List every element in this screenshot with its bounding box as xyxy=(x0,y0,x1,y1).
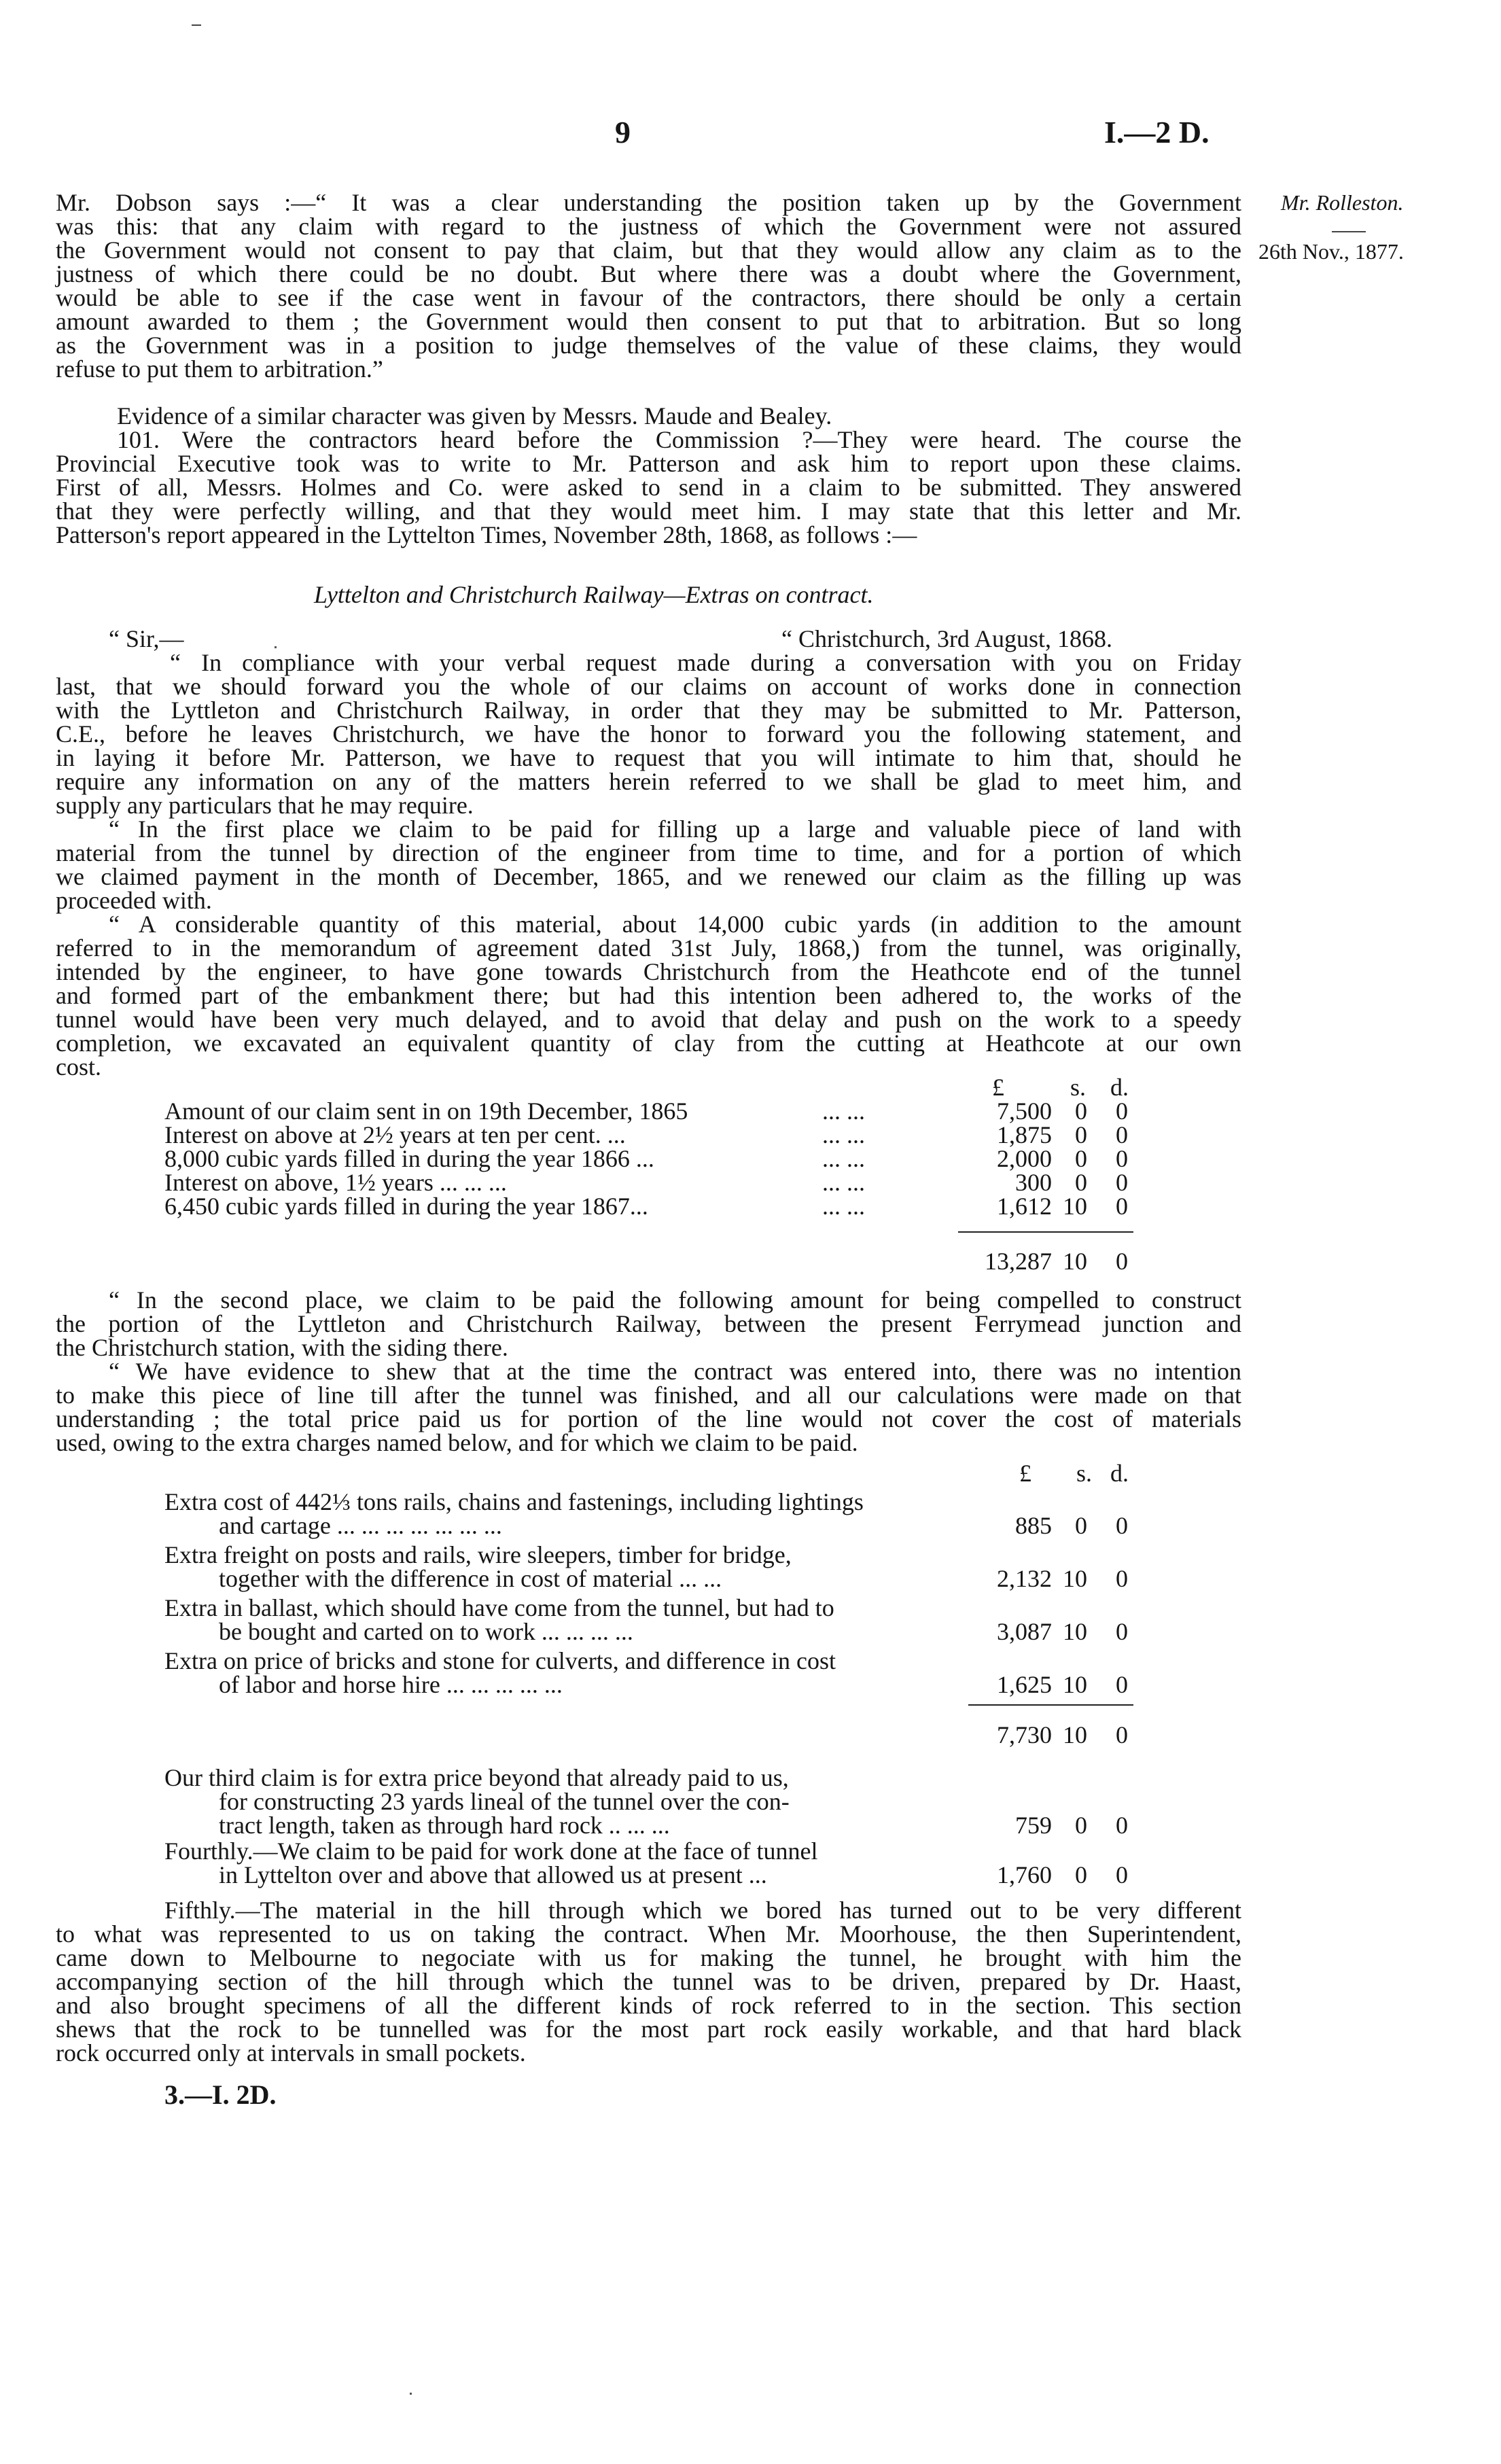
amount-pence: 0 xyxy=(1116,1618,1128,1645)
row-label-line1: Extra in ballast, which should have come from the tunnel, but had to xyxy=(164,1594,834,1621)
row-label-line1: Extra cost of 442⅓ tons rails, chains and fastenings, including lightings xyxy=(164,1488,864,1515)
text-line: First of all, Messrs. Holmes and Co. were asked to send in a claim to be submitted. They answered xyxy=(56,474,1241,501)
row-leader: ... ... xyxy=(822,1169,865,1196)
row-label-line2: of labor and horse hire ... ... ... ... ... xyxy=(219,1671,563,1698)
amount-pence: 0 xyxy=(1116,1121,1128,1148)
row-label: 6,450 cubic yards filled in during the year 1867... xyxy=(164,1193,648,1220)
text-line: Provincial Executive took was to write to Mr. Patterson and ask him to report upon these claims. xyxy=(56,450,1241,477)
pence-header: d. xyxy=(1110,1460,1129,1487)
pence-header: d. xyxy=(1110,1074,1129,1101)
text-line: and formed part of the embankment there; but had this intention been adhered to, the works of the xyxy=(56,982,1241,1009)
text-line: material from the tunnel by direction of the engineer from time to time, and for a portion of which xyxy=(56,839,1241,866)
total-pence: 0 xyxy=(1116,1721,1128,1748)
text-line: referred to in the memorandum of agreement dated 31st July, 1868,) from the tunnel, was originally, xyxy=(56,934,1241,962)
report-reference: I.—2 D. xyxy=(1104,115,1209,149)
amount-pounds: 3,087 xyxy=(997,1618,1052,1645)
row-label: Interest on above at 2½ years at ten per cent. ... xyxy=(164,1121,626,1148)
amount-shillings: 0 xyxy=(1075,1169,1087,1196)
text-line: the Government would not consent to pay that claim, but that they would allow any claim as to the xyxy=(56,236,1241,264)
letter-date: “ Christchurch, 3rd August, 1868. xyxy=(781,625,1112,652)
amount-pence: 0 xyxy=(1116,1193,1128,1220)
amount-pence: 0 xyxy=(1116,1097,1128,1125)
text-line: justness of which there could be no doubt. But where there was a doubt where the Government, xyxy=(56,260,1241,287)
text-line: to make this piece of line till after the tunnel was finished, and all our calculations were made on that xyxy=(56,1381,1241,1409)
text-line: the Christchurch station, with the siding there. xyxy=(56,1334,508,1361)
sidenote-speaker: Mr. Rolleston. xyxy=(1281,190,1404,215)
sidenote-divider xyxy=(1332,231,1366,232)
stray-mark xyxy=(410,2393,412,2395)
amount-shillings: 10 xyxy=(1063,1565,1087,1592)
text-line: C.E., before he leaves Christchurch, we have the honor to forward you the following statement, and xyxy=(56,720,1241,747)
text-line: cost. xyxy=(56,1053,101,1080)
text-line: used, owing to the extra charges named below, and for which we claim to be paid. xyxy=(56,1429,858,1456)
text-line: tunnel would have been very much delayed, and to avoid that delay and push on the work to a speedy xyxy=(56,1006,1241,1033)
amount-pounds: 300 xyxy=(1015,1169,1052,1196)
amount-shillings: 0 xyxy=(1075,1861,1087,1888)
paragraph-similar-evidence: Evidence of a similar character was given by Messrs. Maude and Bealey. xyxy=(117,402,832,429)
amount-pounds: 7,500 xyxy=(997,1097,1052,1125)
text-line: last, that we should forward you the whole of our claims on account of works done in connection xyxy=(56,673,1241,700)
amount-pounds: 1,875 xyxy=(997,1121,1052,1148)
amount-pounds: 1,760 xyxy=(997,1861,1052,1888)
total-pounds: 7,730 xyxy=(997,1721,1052,1748)
amount-pounds: 885 xyxy=(1015,1512,1052,1539)
row-label: Interest on above, 1½ years ... ... ... xyxy=(164,1169,507,1196)
letter-title: Lyttelton and Christchurch Railway—Extras on contract. xyxy=(314,581,874,608)
row-leader: ... ... xyxy=(822,1145,865,1172)
text-line: “ We have evidence to shew that at the time the contract was entered into, there was no intention xyxy=(109,1358,1241,1385)
text-line: intended by the engineer, to have gone towards Christchurch from the Heathcote end of the tunnel xyxy=(56,958,1241,985)
row-label: Amount of our claim sent in on 19th December, 1865 xyxy=(164,1097,688,1125)
text-line: in Lyttelton over and above that allowed us at present ... xyxy=(219,1861,767,1888)
amount-shillings: 10 xyxy=(1063,1671,1087,1698)
text-line: “ In the first place we claim to be paid for filling up a large and valuable piece of land with xyxy=(109,815,1241,843)
amount-pence: 0 xyxy=(1116,1861,1128,1888)
footer-signature: 3.—I. 2D. xyxy=(164,2079,277,2110)
text-line: proceeded with. xyxy=(56,887,212,914)
text-line: and also brought specimens of all the different kinds of rock referred to in the section. This section xyxy=(56,1992,1241,2019)
text-line: Fifthly.—The material in the hill through which we bored has turned out to be very different xyxy=(164,1897,1241,1924)
amount-pounds: 1,612 xyxy=(997,1193,1052,1220)
text-line: that they were perfectly willing, and that they would meet him. I may state that this letter and Mr. xyxy=(56,497,1241,525)
text-line: Patterson's report appeared in the Lyttelton Times, November 28th, 1868, as follows :— xyxy=(56,521,917,548)
row-leader: ... ... xyxy=(822,1121,865,1148)
text-line: accompanying section of the hill through which the tunnel was to be driven, prepared by Dr. Haast, xyxy=(56,1968,1241,1995)
text-line: require any information on any of the matters herein referred to we shall be glad to meet him, and xyxy=(56,768,1241,795)
amount-shillings: 10 xyxy=(1063,1618,1087,1645)
amount-pounds: 2,000 xyxy=(997,1145,1052,1172)
row-label-line2: together with the difference in cost of material ... ... xyxy=(219,1565,722,1592)
amount-pence: 0 xyxy=(1116,1812,1128,1839)
text-line: understanding ; the total price paid us for portion of the line would not cover the cost of materials xyxy=(56,1405,1241,1432)
text-line: with the Lyttleton and Christchurch Railway, in order that they may be submitted to Mr. Patterson, xyxy=(56,697,1241,724)
amount-shillings: 0 xyxy=(1075,1512,1087,1539)
text-line: Fourthly.—We claim to be paid for work done at the face of tunnel xyxy=(164,1837,818,1865)
total-shillings: 10 xyxy=(1063,1248,1087,1275)
stray-mark xyxy=(192,24,201,26)
row-label-line1: Extra freight on posts and rails, wire sleepers, timber for bridge, xyxy=(164,1541,792,1568)
amount-pounds: 1,625 xyxy=(997,1671,1052,1698)
row-leader: ... ... xyxy=(822,1193,865,1220)
text-line: would be able to see if the case went in favour of the contractors, there should be only a certain xyxy=(56,284,1241,311)
amount-shillings: 0 xyxy=(1075,1145,1087,1172)
amount-pence: 0 xyxy=(1116,1145,1128,1172)
stray-mark xyxy=(275,646,277,648)
row-label: 8,000 cubic yards filled in during the year 1866 ... xyxy=(164,1145,654,1172)
text-line: in laying it before Mr. Patterson, we have to request that you will intimate to him that, should he xyxy=(56,744,1241,771)
sidenote-date: 26th Nov., 1877. xyxy=(1258,239,1404,264)
page-number: 9 xyxy=(615,115,631,149)
text-line: we claimed payment in the month of December, 1865, and we renewed our claim as the filling up was xyxy=(56,863,1241,890)
amount-shillings: 0 xyxy=(1075,1812,1087,1839)
text-line: the portion of the Lyttleton and Christchurch Railway, between the present Ferrymead junction and xyxy=(56,1310,1241,1337)
row-leader: ... ... xyxy=(822,1097,865,1125)
row-label-line1: Extra on price of bricks and stone for culverts, and difference in cost xyxy=(164,1647,836,1674)
text-line: rock occurred only at intervals in small pockets. xyxy=(56,2039,526,2066)
text-line: 101. Were the contractors heard before the Commission ?—They were heard. The course the xyxy=(117,426,1241,453)
total-pounds: 13,287 xyxy=(985,1248,1052,1275)
amount-shillings: 0 xyxy=(1075,1121,1087,1148)
text-line: came down to Melbourne to negociate with us for making the tunnel, he brought with him the xyxy=(56,1944,1241,1971)
text-line: for constructing 23 yards lineal of the tunnel over the con- xyxy=(219,1788,790,1815)
total-rule xyxy=(968,1704,1133,1706)
amount-shillings: 0 xyxy=(1075,1097,1087,1125)
total-pence: 0 xyxy=(1116,1248,1128,1275)
text-line: refuse to put them to arbitration.” xyxy=(56,355,383,383)
text-line: amount awarded to them ; the Government would then consent to put that to arbitration. But so long xyxy=(56,308,1241,335)
shillings-header: s. xyxy=(1070,1074,1087,1101)
text-line: “ In compliance with your verbal request made during a conversation with you on Friday xyxy=(170,649,1241,676)
amount-pence: 0 xyxy=(1116,1565,1128,1592)
text-line: tract length, taken as through hard rock .. ... ... xyxy=(219,1812,670,1839)
amount-pence: 0 xyxy=(1116,1169,1128,1196)
text-line: supply any particulars that he may require. xyxy=(56,792,474,819)
amount-pounds: 759 xyxy=(1015,1812,1052,1839)
text-line: to what was represented to us on taking the contract. When Mr. Moorhouse, the then Superintendent, xyxy=(56,1920,1241,1948)
text-line: “ A considerable quantity of this material, about 14,000 cubic yards (in addition to the amount xyxy=(109,911,1241,938)
text-line: “ In the second place, we claim to be paid the following amount for being compelled to construct xyxy=(109,1286,1241,1314)
pounds-header: £ xyxy=(992,1074,1004,1101)
amount-pence: 0 xyxy=(1116,1512,1128,1539)
total-rule xyxy=(958,1231,1133,1233)
amount-shillings: 10 xyxy=(1063,1193,1087,1220)
text-line: was this: that any claim with regard to the justness of which the Government were not assured xyxy=(56,213,1241,240)
total-shillings: 10 xyxy=(1063,1721,1087,1748)
text-line: Mr. Dobson says :—“ It was a clear understanding the position taken up by the Government xyxy=(56,189,1241,216)
letter-salutation: “ Sir,— xyxy=(109,625,184,652)
text-line: shews that the rock to be tunnelled was for the most part rock easily workable, and that hard black xyxy=(56,2016,1241,2043)
amount-pence: 0 xyxy=(1116,1671,1128,1698)
shillings-header: s. xyxy=(1076,1460,1093,1487)
text-line: Our third claim is for extra price beyond that already paid to us, xyxy=(164,1764,789,1791)
text-line: as the Government was in a position to judge themselves of the value of these claims, they would xyxy=(56,332,1241,359)
amount-pounds: 2,132 xyxy=(997,1565,1052,1592)
row-label-line2: and cartage ... ... ... ... ... ... ... xyxy=(219,1512,502,1539)
pounds-header: £ xyxy=(1019,1460,1031,1487)
row-label-line2: be bought and carted on to work ... ... ... ... xyxy=(219,1618,633,1645)
text-line: completion, we excavated an equivalent quantity of clay from the cutting at Heathcote at our own xyxy=(56,1029,1241,1057)
